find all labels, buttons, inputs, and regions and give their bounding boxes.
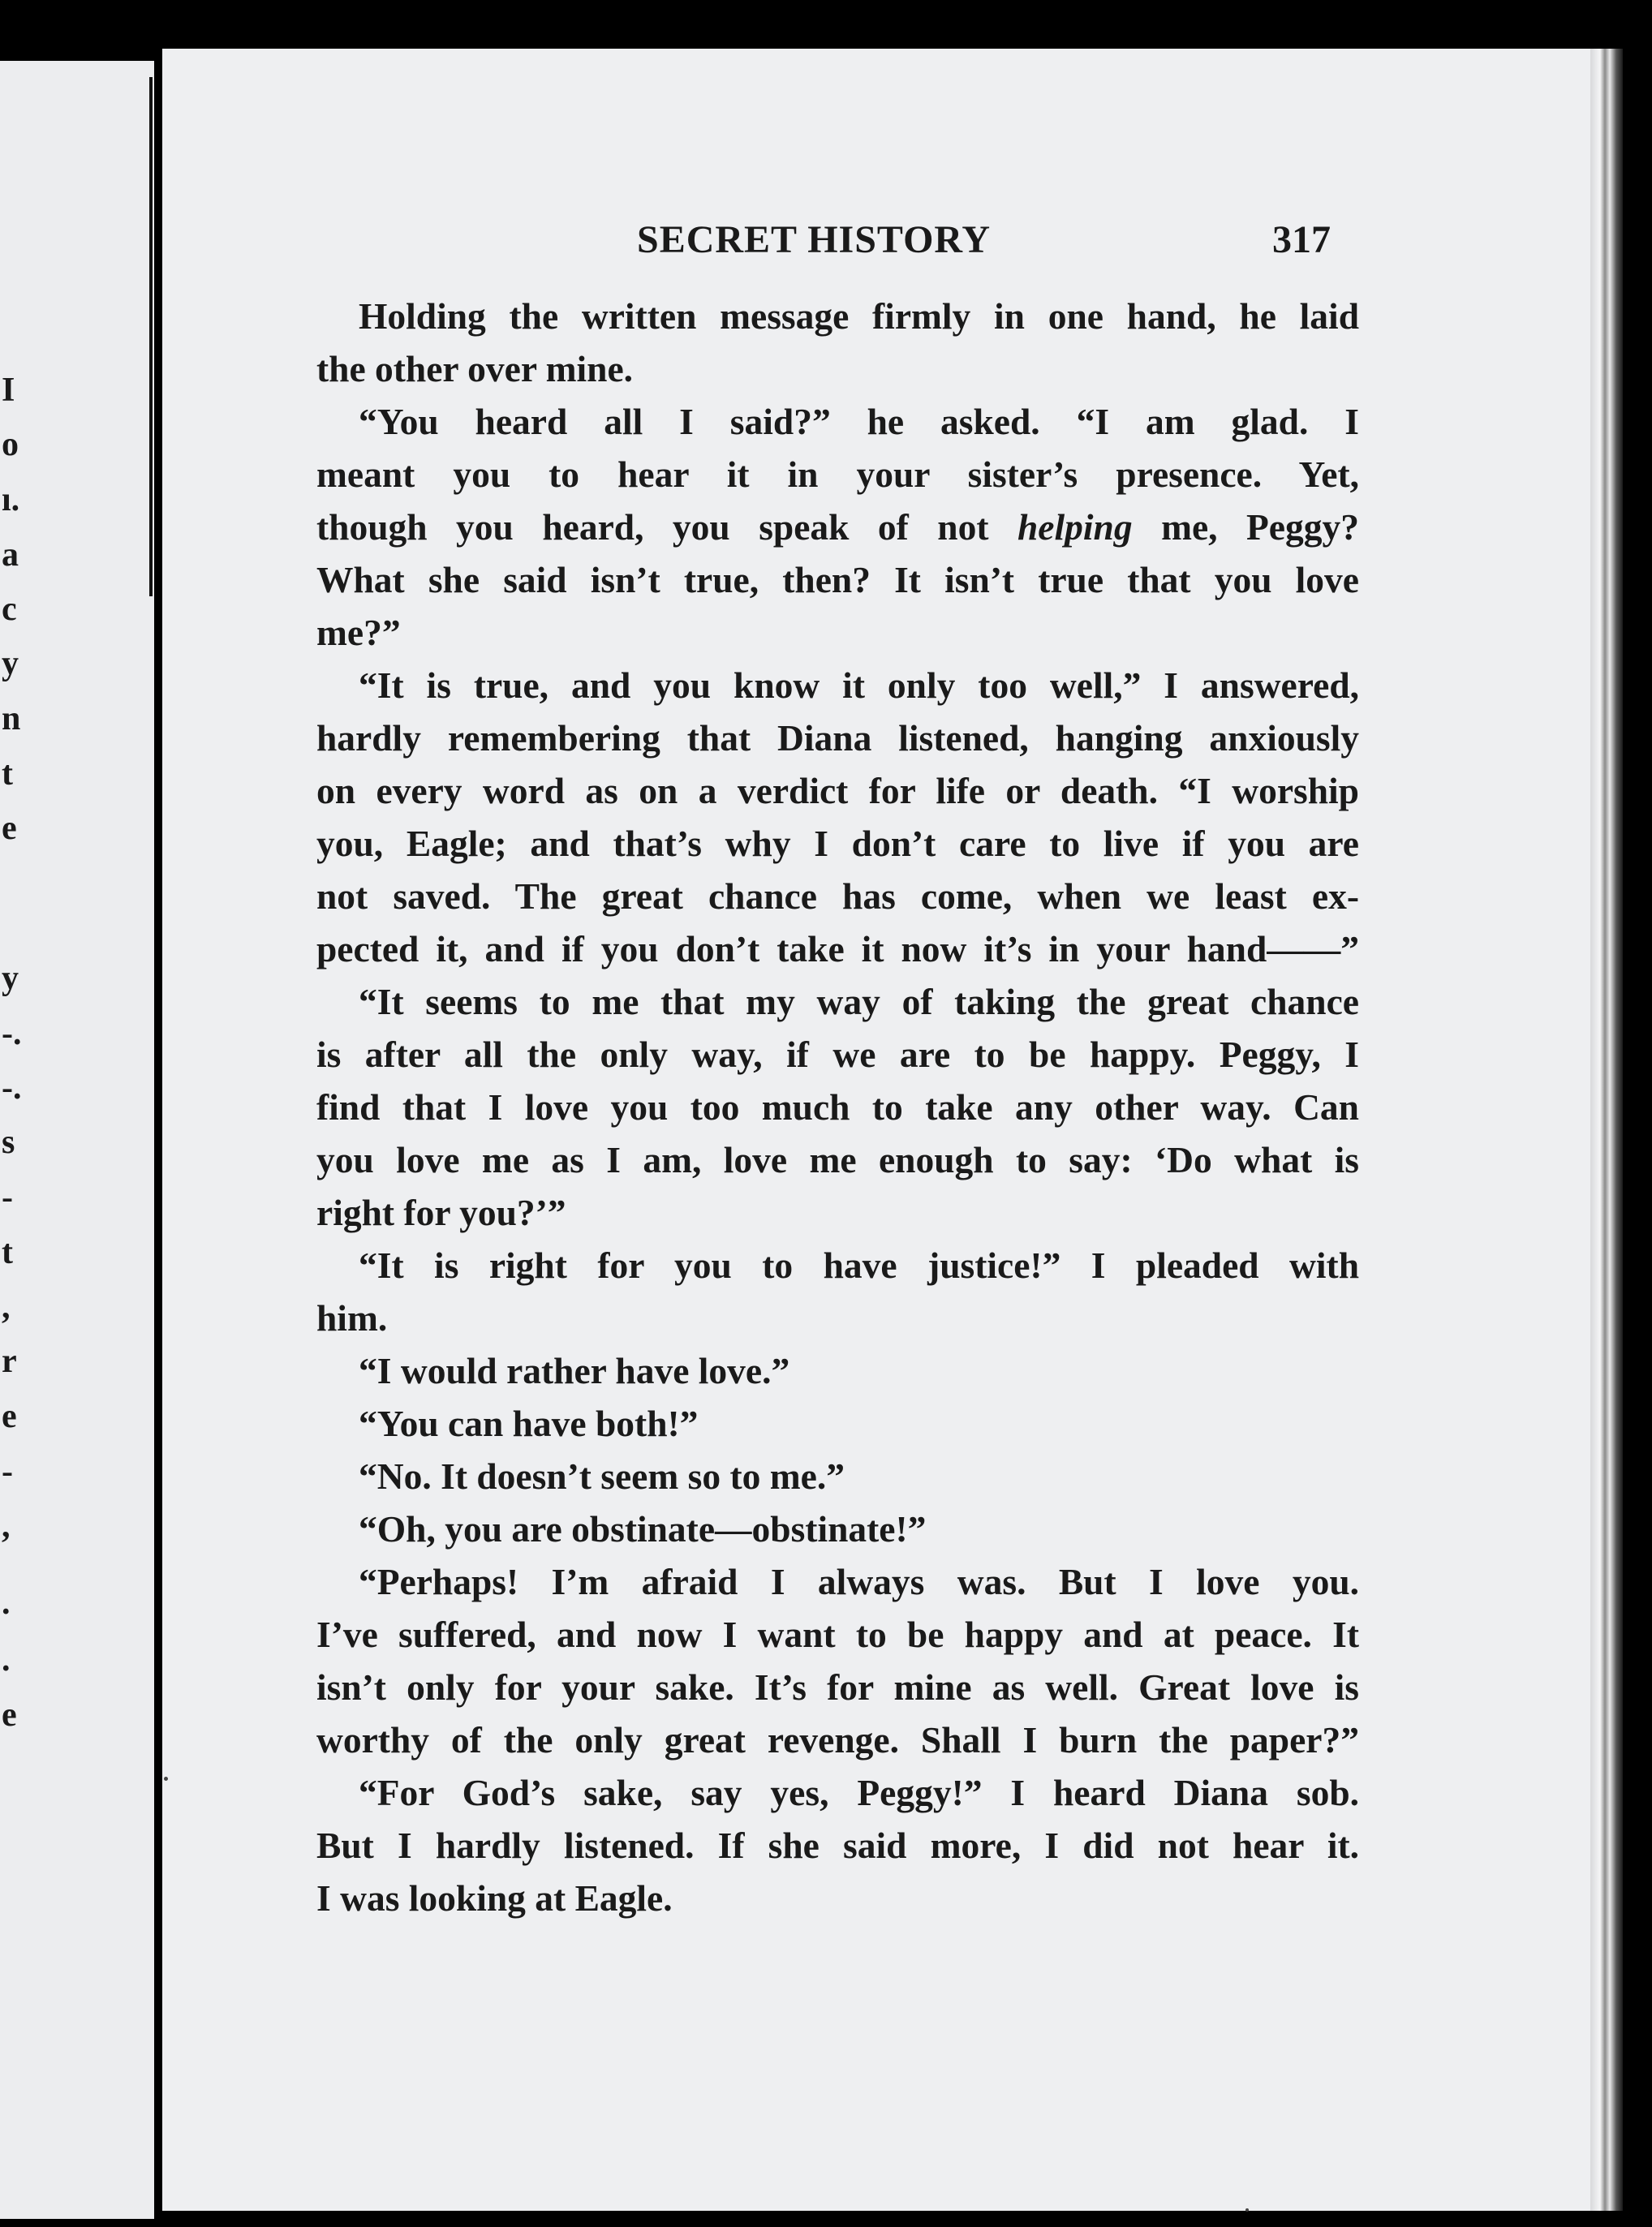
text-line: worthy of the only great revenge. Shall I burn the paper?” bbox=[316, 1719, 1359, 1761]
left-page-fragment: e bbox=[2, 1398, 17, 1435]
left-page-fragment: r bbox=[2, 1343, 17, 1380]
left-page-fragment: a bbox=[2, 536, 19, 574]
text-line: “It seems to me that my way of taking the great chance bbox=[359, 981, 1359, 1022]
left-page-fragment: . bbox=[2, 1584, 11, 1622]
text-segment: me, Peggy? bbox=[1132, 506, 1360, 548]
text-line: What she said isn’t true, then? It isn’t true that you love bbox=[316, 559, 1359, 600]
running-head bbox=[308, 217, 1331, 274]
italic-emphasis: helping bbox=[1017, 506, 1133, 548]
left-page-fragment: n bbox=[2, 700, 21, 737]
text-line: not saved. The great chance has come, when we least ex- bbox=[316, 875, 1359, 917]
text-line: “Oh, you are obstinate—obstinate!” bbox=[359, 1508, 927, 1550]
left-page-fragment: y bbox=[2, 960, 19, 997]
left-page-fragment: y bbox=[2, 645, 19, 682]
left-page-fragment: -. bbox=[2, 1015, 22, 1052]
left-page-fragment: , bbox=[2, 1507, 11, 1545]
text-line: hardly remembering that Diana listened, hanging anxiously bbox=[316, 717, 1359, 759]
left-facing-page bbox=[0, 61, 154, 2219]
text-line bbox=[316, 501, 1359, 553]
text-line: you, Eagle; and that’s why I don’t care to live if you are bbox=[316, 823, 1359, 864]
text-line: pected it, and if you don’t take it now it’s in your hand——” bbox=[316, 928, 1359, 969]
text-line: “You heard all I said?” he asked. “I am glad. I bbox=[359, 401, 1359, 442]
text-line: “It is true, and you know it only too well,” I answered, bbox=[359, 664, 1359, 706]
text-line: right for you?’” bbox=[316, 1192, 566, 1233]
left-page-fragment: ı. bbox=[2, 481, 20, 518]
left-page-fragment: c bbox=[2, 591, 17, 628]
left-page-fragment: - bbox=[2, 1179, 13, 1216]
left-page-fragment: - bbox=[2, 1453, 13, 1490]
left-page-fragment: -. bbox=[2, 1069, 22, 1107]
left-page-fragment: . bbox=[2, 1641, 11, 1679]
dust-speck bbox=[1245, 2208, 1249, 2212]
text-segment: though you heard, you speak of not bbox=[316, 506, 1017, 548]
text-line: me?” bbox=[316, 612, 401, 653]
running-title: SECRET HISTORY bbox=[637, 218, 992, 261]
text-line: But I hardly listened. If she said more, I did not hear it. bbox=[316, 1825, 1359, 1866]
page-body-text bbox=[316, 290, 1359, 1924]
left-page-fragment: t bbox=[2, 1234, 13, 1271]
text-line: isn’t only for your sake. It’s for mine as well. Great love is bbox=[316, 1666, 1359, 1708]
page-edge-shadow bbox=[1590, 49, 1623, 2211]
text-line: “It is right for you to have justice!” I pleaded with bbox=[359, 1245, 1359, 1286]
dust-speck bbox=[164, 1777, 168, 1781]
left-page-fragment: e bbox=[2, 810, 17, 847]
text-line: “For God’s sake, say yes, Peggy!” I heard Diana sob. bbox=[359, 1772, 1359, 1813]
text-line: is after all the only way, if we are to be happy. Peggy, I bbox=[316, 1034, 1359, 1075]
text-line: I was looking at Eagle. bbox=[316, 1877, 673, 1919]
text-line: I’ve suffered, and now I want to be happy and at peace. It bbox=[316, 1614, 1359, 1655]
text-line: “Perhaps! I’m afraid I always was. But I love you. bbox=[359, 1561, 1359, 1602]
left-page-fragment: , bbox=[2, 1288, 11, 1326]
text-line: “You can have both!” bbox=[359, 1403, 699, 1444]
text-line: “No. It doesn’t seem so to me.” bbox=[359, 1455, 845, 1497]
text-line: “I would rather have love.” bbox=[359, 1350, 790, 1391]
text-line: him. bbox=[316, 1297, 388, 1339]
text-line: you love me as I am, love me enough to say: ‘Do what is bbox=[316, 1139, 1359, 1180]
left-page-fragment: o bbox=[2, 426, 19, 463]
left-page-fragment: I bbox=[2, 372, 15, 409]
left-page-fragment: s bbox=[2, 1124, 15, 1161]
text-line: Holding the written message firmly in one hand, he laid bbox=[359, 295, 1359, 337]
text-line: the other over mine. bbox=[316, 348, 634, 389]
text-line: find that I love you too much to take any other way. Can bbox=[316, 1086, 1359, 1128]
text-line: on every word as on a verdict for life or death. “I worship bbox=[316, 770, 1359, 811]
text-line: meant you to hear it in your sister’s presence. Yet, bbox=[316, 454, 1359, 495]
left-page-fragment: t bbox=[2, 755, 13, 793]
page-number: 317 bbox=[1272, 218, 1331, 261]
gutter-line-upper bbox=[149, 77, 153, 596]
left-page-fragment: e bbox=[2, 1696, 17, 1734]
